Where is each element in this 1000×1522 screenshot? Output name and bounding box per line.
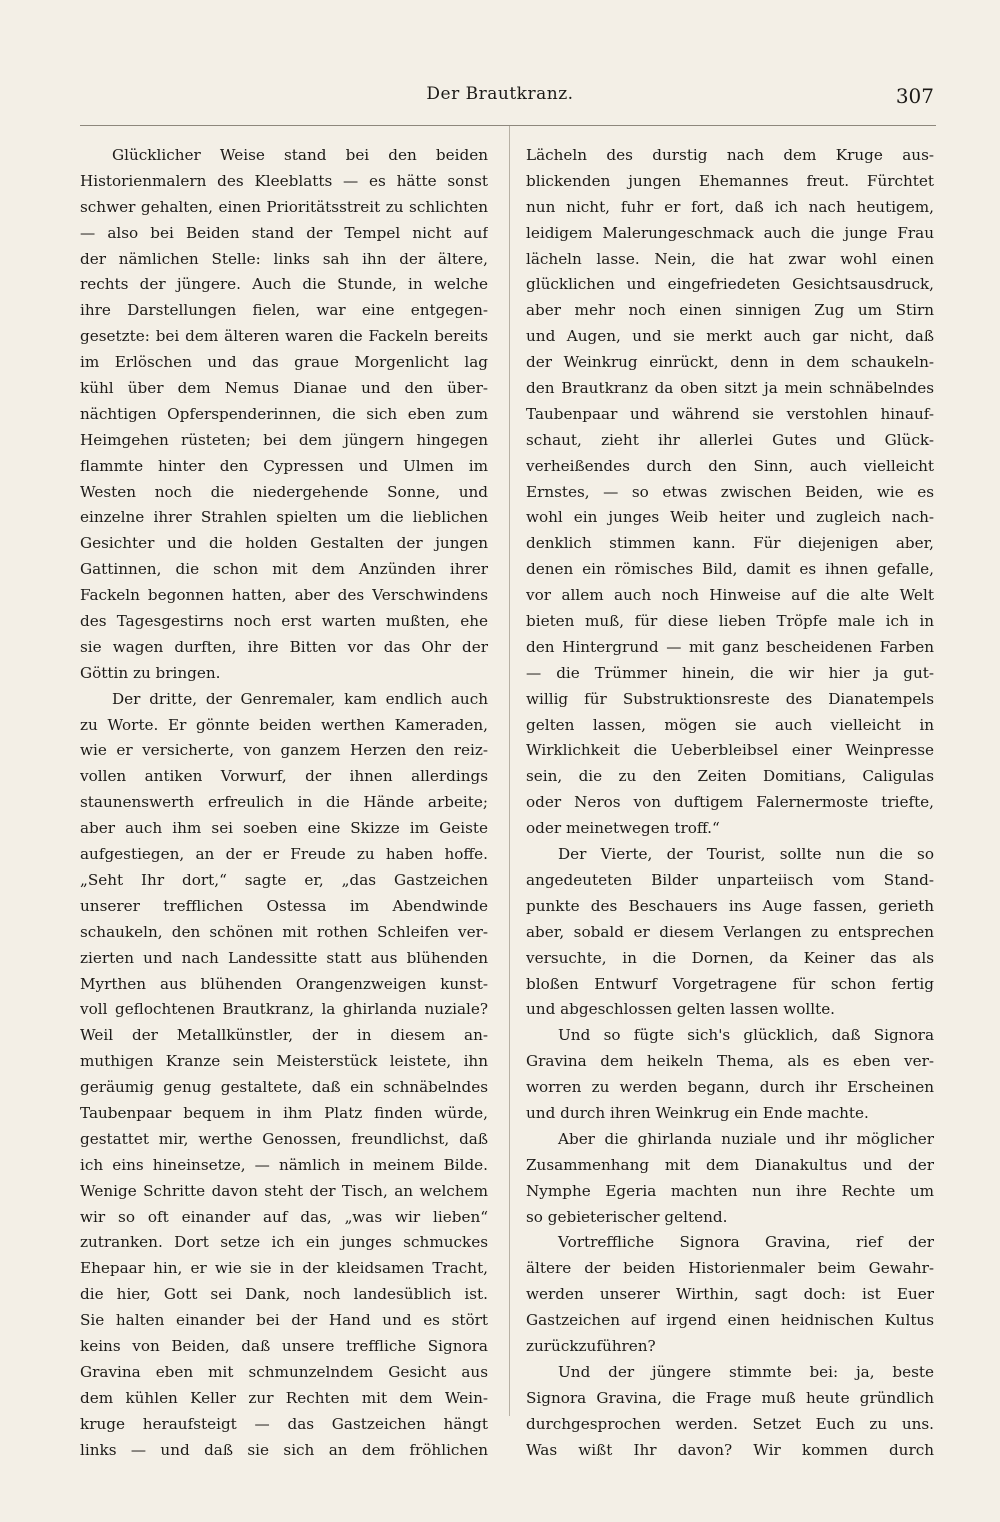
page-number: 307 bbox=[895, 84, 934, 108]
text-line: zierten und nach Landessitte statt aus blühenden bbox=[80, 948, 488, 967]
text-line: Gastzeichen auf irgend einen heidnischen Kultus bbox=[526, 1311, 934, 1330]
text-line: flammte hinter den Cypressen und Ulmen im bbox=[80, 456, 488, 475]
text-line: Lächeln des durstig nach dem Kruge aus- bbox=[526, 146, 934, 164]
text-line: Was wißt Ihr davon? Wir kommen durch bbox=[526, 1440, 934, 1459]
text-line: dem kühlen Keller zur Rechten mit dem Wein- bbox=[80, 1388, 488, 1407]
text-line: der Weinkrug einrückt, denn in dem schaukeln- bbox=[526, 353, 934, 372]
text-line: aufgestiegen, an der er Freude zu haben hoffe. bbox=[80, 845, 488, 864]
text-line: ältere der beiden Historienmaler beim Gewahr- bbox=[526, 1259, 934, 1278]
text-line: zurückzuführen? bbox=[526, 1336, 656, 1355]
text-line: Vortreffliche Signora Gravina, rief der bbox=[558, 1233, 934, 1252]
text-line: punkte des Beschauers ins Auge fassen, gerieth bbox=[526, 896, 934, 915]
text-line: Ernstes, — so etwas zwischen Beiden, wie es bbox=[526, 482, 934, 501]
text-line: unserer trefflichen Ostessa im Abendwinde bbox=[80, 896, 488, 915]
text-line: Ehepaar hin, er wie sie in der kleidsamen Tracht, bbox=[80, 1259, 488, 1278]
text-line: leidigem Malerungeschmack auch die junge Frau bbox=[526, 223, 934, 242]
text-line: schaukeln, den schönen mit rothen Schleifen ver- bbox=[80, 922, 488, 941]
text-line: und abgeschlossen gelten lassen wollte. bbox=[526, 1000, 836, 1019]
right-column bbox=[526, 143, 934, 1463]
text-line: nun nicht, fuhr er fort, daß ich nach heutigem, bbox=[526, 197, 934, 216]
text-line: angedeuteten Bilder unparteiisch vom Stand- bbox=[526, 870, 934, 889]
text-line: schwer gehalten, einen Prioritätsstreit zu schlichten bbox=[80, 197, 488, 216]
text-line: so gebieterischer geltend. bbox=[526, 1207, 728, 1226]
text-line: Signora Gravina, die Frage muß heute gründlich bbox=[526, 1388, 934, 1407]
text-line: bloßen Entwurf Vorgetragene für schon fertig bbox=[526, 974, 934, 993]
text-line: wir so oft einander auf das, „was wir lieben“ bbox=[80, 1207, 488, 1226]
text-line: gelten lassen, mögen sie auch vielleicht in bbox=[526, 715, 934, 734]
text-line: einzelne ihrer Strahlen spielten um die lieblichen bbox=[80, 508, 488, 527]
text-line: keins von Beiden, daß unsere treffliche Signora bbox=[80, 1336, 488, 1355]
text-line: worren zu werden begann, durch ihr Erscheinen bbox=[526, 1078, 934, 1097]
text-line: Westen noch die niedergehende Sonne, und bbox=[80, 482, 488, 501]
text-line: vor allem auch noch Hinweise auf die alte Welt bbox=[526, 586, 934, 605]
text-line: verheißendes durch den Sinn, auch vielleicht bbox=[526, 456, 934, 475]
text-line: oder meinetwegen troff.“ bbox=[526, 819, 720, 838]
text-line: werden unserer Wirthin, sagt doch: ist Euer bbox=[526, 1285, 934, 1304]
text-line: Taubenpaar bequem in ihm Platz finden würde, bbox=[80, 1103, 488, 1122]
text-line: Wirklichkeit die Ueberbleibsel einer Weinpresse bbox=[526, 741, 934, 760]
text-line: Zusammenhang mit dem Dianakultus und der bbox=[526, 1155, 934, 1174]
text-line: sein, die zu den Zeiten Domitians, Caligulas bbox=[526, 767, 934, 786]
text-line: sie wagen durften, ihre Bitten vor das Ohr der bbox=[80, 637, 488, 656]
text-line: willig für Substruktionsreste des Dianatempels bbox=[526, 689, 934, 708]
text-line: „Seht Ihr dort,“ sagte er, „das Gastzeichen bbox=[80, 870, 488, 889]
text-line: lächeln lasse. Nein, die hat zwar wohl einen bbox=[526, 249, 934, 268]
text-line: und durch ihren Weinkrug ein Ende machte. bbox=[526, 1103, 869, 1122]
text-line: Historienmalern des Kleeblatts — es hätte sonst bbox=[80, 171, 488, 190]
text-line: Aber die ghirlanda nuziale und ihr möglicher bbox=[558, 1129, 934, 1148]
text-line: muthigen Kranze sein Meisterstück leistete, ihn bbox=[80, 1052, 488, 1071]
text-line: zutranken. Dort setze ich ein junges schmuckes bbox=[80, 1233, 488, 1252]
text-line: Der Vierte, der Tourist, sollte nun die so bbox=[558, 845, 934, 864]
text-line: ich eins hineinsetze, — nämlich in meinem Bilde. bbox=[80, 1155, 488, 1174]
text-line: Gattinnen, die schon mit dem Anzünden ihrer bbox=[80, 560, 488, 579]
text-line: aber, sobald er diesem Verlangen zu entsprechen bbox=[526, 922, 934, 941]
text-line: — die Trümmer hinein, die wir hier ja gut- bbox=[526, 663, 934, 682]
text-line: Göttin zu bringen. bbox=[80, 663, 221, 682]
text-line: gestattet mir, werthe Genossen, freundlichst, daß bbox=[80, 1129, 488, 1148]
text-line: aber mehr noch einen sinnigen Zug um Stirn bbox=[526, 301, 934, 320]
text-line: blickenden jungen Ehemannes freut. Fürchtet bbox=[526, 171, 934, 190]
text-line: Weil der Metallkünstler, der in diesem an- bbox=[80, 1026, 488, 1045]
text-line: denen ein römisches Bild, damit es ihnen gefalle, bbox=[526, 560, 934, 579]
text-line: staunenswerth erfreulich in die Hände arbeite; bbox=[80, 793, 488, 812]
text-line: Heimgehen rüsteten; bei dem jüngern hingegen bbox=[80, 430, 488, 449]
text-line: Wenige Schritte davon steht der Tisch, an welchem bbox=[80, 1181, 488, 1200]
text-line: und Augen, und sie merkt auch gar nicht, daß bbox=[526, 327, 934, 346]
text-line: geräumig genug gestaltete, daß ein schnäbelndes bbox=[80, 1078, 488, 1097]
text-line: glücklichen und eingefriedeten Gesichtsausdruck, bbox=[526, 275, 934, 294]
text-line: voll geflochtenen Brautkranz, la ghirlanda nuziale? bbox=[80, 1000, 488, 1019]
text-line: oder Neros von duftigem Falernermoste triefte, bbox=[526, 793, 934, 812]
text-line: — also bei Beiden stand der Tempel nicht auf bbox=[80, 223, 488, 242]
text-line: zu Worte. Er gönnte beiden werthen Kameraden, bbox=[80, 715, 488, 734]
text-line: den Brautkranz da oben sitzt ja mein schnäbelndes bbox=[526, 379, 934, 398]
text-line: den Hintergrund — mit ganz bescheidenen Farben bbox=[526, 637, 934, 656]
text-line: schaut, zieht ihr allerlei Gutes und Glück- bbox=[526, 430, 934, 449]
text-line: rechts der jüngere. Auch die Stunde, in welche bbox=[80, 275, 488, 294]
text-line: nächtigen Opferspenderinnen, die sich eben zum bbox=[80, 404, 488, 423]
text-line: kühl über dem Nemus Dianae und den über- bbox=[80, 379, 488, 398]
text-line: gesetzte: bei dem älteren waren die Fackeln bereits bbox=[80, 327, 488, 346]
text-line: Gravina eben mit schmunzelndem Gesicht aus bbox=[80, 1362, 488, 1381]
text-line: im Erlöschen und das graue Morgenlicht lag bbox=[80, 353, 488, 372]
text-line: wohl ein junges Weib heiter und zugleich nach- bbox=[526, 508, 934, 527]
text-line: wie er versicherte, von ganzem Herzen den reiz- bbox=[80, 741, 488, 760]
text-line: Gesichter und die holden Gestalten der jungen bbox=[80, 534, 488, 553]
text-line: denklich stimmen kann. Für diejenigen aber, bbox=[526, 534, 934, 553]
text-line: vollen antiken Vorwurf, der ihnen allerdings bbox=[80, 767, 488, 786]
text-line: Nymphe Egeria machten nun ihre Rechte um bbox=[526, 1181, 934, 1200]
text-line: links — und daß sie sich an dem fröhlichen bbox=[80, 1440, 488, 1459]
text-line: Taubenpaar und während sie verstohlen hinauf- bbox=[526, 404, 934, 423]
text-line: Und der jüngere stimmte bei: ja, beste bbox=[558, 1362, 934, 1381]
column-divider bbox=[509, 126, 510, 1416]
text-line: kruge heraufsteigt — das Gastzeichen hängt bbox=[80, 1414, 488, 1433]
running-head bbox=[0, 84, 1000, 108]
left-column bbox=[80, 143, 488, 1463]
text-line: Der dritte, der Genremaler, kam endlich auch bbox=[112, 689, 488, 708]
text-line: Fackeln begonnen hatten, aber des Verschwindens bbox=[80, 586, 488, 605]
text-line: der nämlichen Stelle: links sah ihn der ältere, bbox=[80, 249, 488, 268]
text-line: Sie halten einander bei der Hand und es stört bbox=[80, 1311, 488, 1330]
text-line: durchgesprochen werden. Setzet Euch zu uns. bbox=[526, 1414, 934, 1433]
header-rule bbox=[80, 125, 936, 126]
text-line: die hier, Gott sei Dank, noch landesüblich ist. bbox=[80, 1285, 488, 1304]
text-line: Myrthen aus blühenden Orangenzweigen kunst- bbox=[80, 974, 488, 993]
text-line: bieten muß, für diese lieben Tröpfe male ich in bbox=[526, 612, 934, 631]
text-line: des Tagesgestirns noch erst warten mußten, ehe bbox=[80, 612, 488, 631]
text-line: Und so fügte sich's glücklich, daß Signora bbox=[558, 1026, 934, 1045]
text-line: Gravina dem heikeln Thema, als es eben ver- bbox=[526, 1052, 934, 1071]
running-title: Der Brautkranz. bbox=[426, 84, 574, 104]
text-line: Glücklicher Weise stand bei den beiden bbox=[112, 146, 488, 164]
text-line: ihre Darstellungen fielen, war eine entgegen- bbox=[80, 301, 488, 320]
text-line: versuchte, in die Dornen, da Keiner das als bbox=[526, 948, 934, 967]
text-line: aber auch ihm sei soeben eine Skizze im Geiste bbox=[80, 819, 488, 838]
